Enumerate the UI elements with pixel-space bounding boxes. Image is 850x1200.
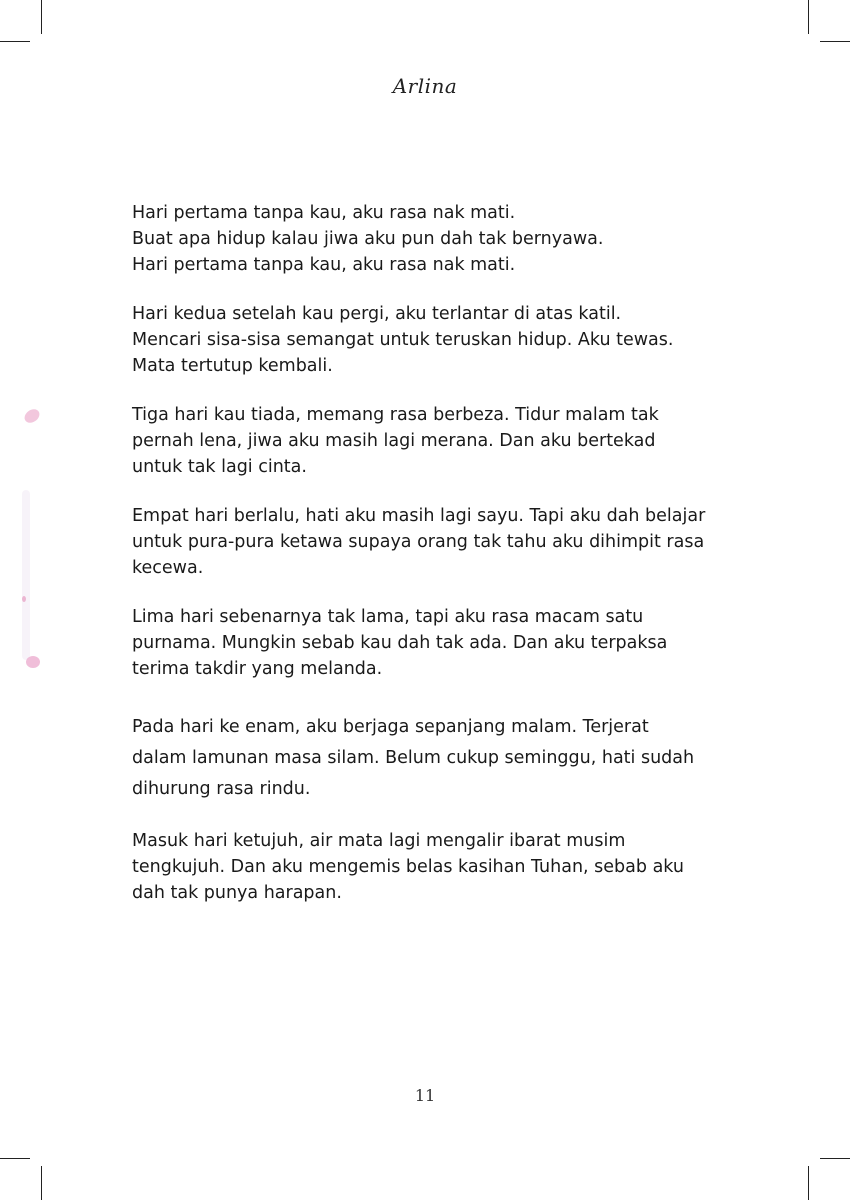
crop-mark-top-left-vertical: [41, 0, 42, 34]
stanza-line: untuk tak lagi cinta.: [132, 457, 307, 477]
stanza-line: purnama. Mungkin sebab kau dah tak ada. Dan aku terpaksa: [132, 633, 668, 653]
stanza-7: [132, 828, 752, 906]
crop-mark-bottom-left-vertical: [41, 1166, 42, 1200]
stanza-line: Hari kedua setelah kau pergi, aku terlantar di atas katil.: [132, 304, 622, 324]
stanza-line: Hari pertama tanpa kau, aku rasa nak mati.: [132, 203, 516, 223]
stanza-line: Mencari sisa-sisa semangat untuk teruskan hidup. Aku tewas.: [132, 330, 674, 350]
stanza-6: [132, 712, 752, 805]
stanza-line: dah tak punya harapan.: [132, 883, 342, 903]
stanza-line: dihurung rasa rindu.: [132, 779, 311, 799]
petal-decoration-bottom: [26, 656, 40, 668]
stanza-line: Buat apa hidup kalau jiwa aku pun dah tak bernyawa.: [132, 229, 604, 249]
petal-decoration-streak: [22, 490, 30, 660]
stanza-line: Empat hari berlalu, hati aku masih lagi sayu. Tapi aku dah belajar: [132, 506, 706, 526]
crop-mark-top-left-horizontal: [0, 41, 30, 42]
stanza-3: [132, 402, 752, 480]
stanza-4: [132, 503, 752, 581]
page-number: 11: [414, 1086, 436, 1105]
stanza-line: terima takdir yang melanda.: [132, 659, 383, 679]
petal-decoration-top: [22, 406, 42, 425]
stanza-line: Pada hari ke enam, aku berjaga sepanjang malam. Terjerat: [132, 717, 649, 737]
stanza-line: Mata tertutup kembali.: [132, 356, 333, 376]
crop-mark-bottom-right-vertical: [808, 1166, 809, 1200]
stanza-5: [132, 604, 752, 682]
running-header-title: Arlina: [392, 74, 458, 98]
stanza-line: dalam lamunan masa silam. Belum cukup seminggu, hati sudah: [132, 748, 695, 768]
stanza-line: Lima hari sebenarnya tak lama, tapi aku rasa macam satu: [132, 607, 644, 627]
stanza-line: pernah lena, jiwa aku masih lagi merana. Dan aku bertekad: [132, 431, 656, 451]
poem-body: [132, 200, 752, 929]
petal-decoration-dot: [22, 596, 26, 602]
crop-mark-bottom-left-horizontal: [0, 1158, 30, 1159]
stanza-line: Hari pertama tanpa kau, aku rasa nak mati.: [132, 255, 516, 275]
crop-mark-top-right-vertical: [808, 0, 809, 34]
stanza-line: tengkujuh. Dan aku mengemis belas kasihan Tuhan, sebab aku: [132, 857, 684, 877]
stanza-2: [132, 301, 752, 379]
stanza-line: Tiga hari kau tiada, memang rasa berbeza. Tidur malam tak: [132, 405, 659, 425]
stanza-line: Masuk hari ketujuh, air mata lagi mengalir ibarat musim: [132, 831, 626, 851]
stanza-1: [132, 200, 752, 278]
stanza-line: untuk pura-pura ketawa supaya orang tak tahu aku dihimpit rasa: [132, 532, 705, 552]
crop-mark-top-right-horizontal: [820, 41, 850, 42]
crop-mark-bottom-right-horizontal: [820, 1158, 850, 1159]
stanza-line: kecewa.: [132, 558, 204, 578]
